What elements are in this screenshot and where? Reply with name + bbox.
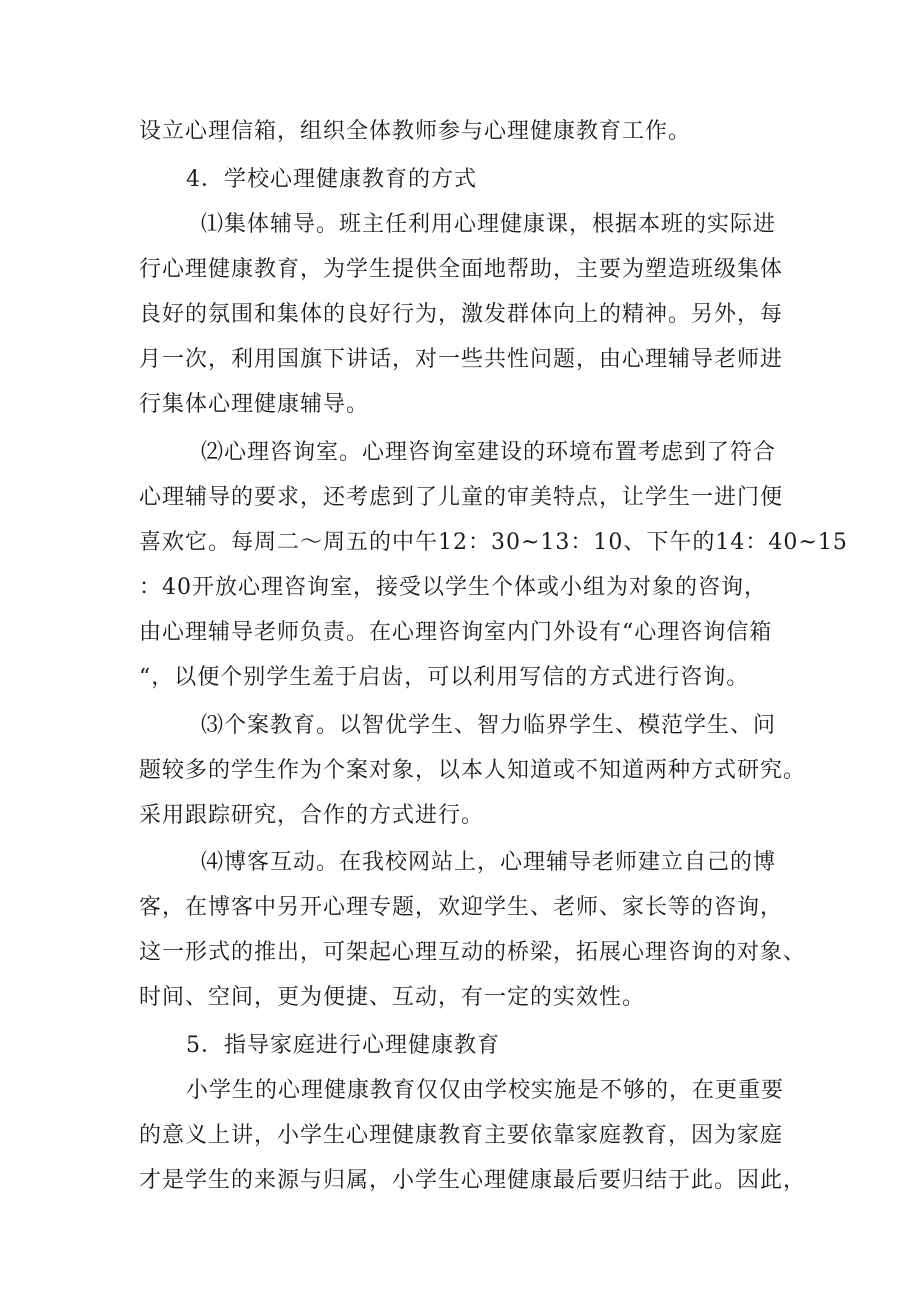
text-line: ⑵心理咨询室。心理咨询室建设的环境布置考虑到了符合 — [201, 440, 777, 465]
text-line: 行集体心理健康辅导。 — [139, 392, 370, 417]
text-line: 由心理辅导老师负责。在心理咨询室内门外设有“心理咨询信箱 — [139, 620, 773, 645]
text-line: 小学生的心理健康教育仅仅由学校实施是不够的，在更重要 — [186, 1078, 785, 1103]
text-line: ⑴集体辅导。班主任利用心理健康课，根据本班的实际进 — [201, 212, 777, 237]
section-heading: 4．学校心理健康教育的方式 — [186, 167, 477, 192]
text-line: 良好的氛围和集体的良好行为，激发群体向上的精神。另外，每 — [139, 302, 784, 327]
text-line: 采用跟踪研究，合作的方式进行。 — [139, 803, 485, 828]
text-line: ⑶个案教育。以智优学生、智力临界学生、模范学生、问 — [201, 713, 777, 738]
text-line: ⑷博客互动。在我校网站上，心理辅导老师建立自己的博 — [201, 850, 777, 875]
section-heading: 5．指导家庭进行心理健康教育 — [186, 1033, 500, 1058]
text-line: 这一形式的推出，可架起心理互动的桥梁，拓展心理咨询的对象、 — [139, 940, 807, 965]
text-line: 喜欢它。每周二～周五的中午12：30~13：10、下午的14：40~15 — [139, 530, 848, 555]
text-line: ：40开放心理咨询室，接受以学生个体或小组为对象的咨询， — [139, 575, 767, 600]
text-line: 题较多的学生作为个案对象，以本人知道或不知道两种方式研究。 — [139, 758, 807, 783]
text-line: 心理辅导的要求，还考虑到了儿童的审美特点，让学生一进门便 — [139, 485, 784, 510]
text-line: 月一次，利用国旗下讲话，对一些共性问题，由心理辅导老师进 — [139, 347, 784, 372]
text-line: 客，在博客中另开心理专题，欢迎学生、老师、家长等的咨询， — [139, 895, 784, 920]
text-line: 才是学生的来源与归属，小学生心理健康最后要归结于此。因此， — [139, 1168, 807, 1193]
text-line: 行心理健康教育，为学生提供全面地帮助，主要为塑造班级集体 — [139, 257, 784, 282]
text-line: 设立心理信箱，组织全体教师参与心理健康教育工作。 — [139, 119, 692, 144]
text-line: 时间、空间，更为便捷、互动，有一定的实效性。 — [139, 985, 646, 1010]
text-line: “，以便个别学生羞于启齿，可以利用写信的方式进行咨询。 — [139, 665, 750, 690]
text-line: 的意义上讲，小学生心理健康教育主要依靠家庭教育，因为家庭 — [139, 1123, 784, 1148]
